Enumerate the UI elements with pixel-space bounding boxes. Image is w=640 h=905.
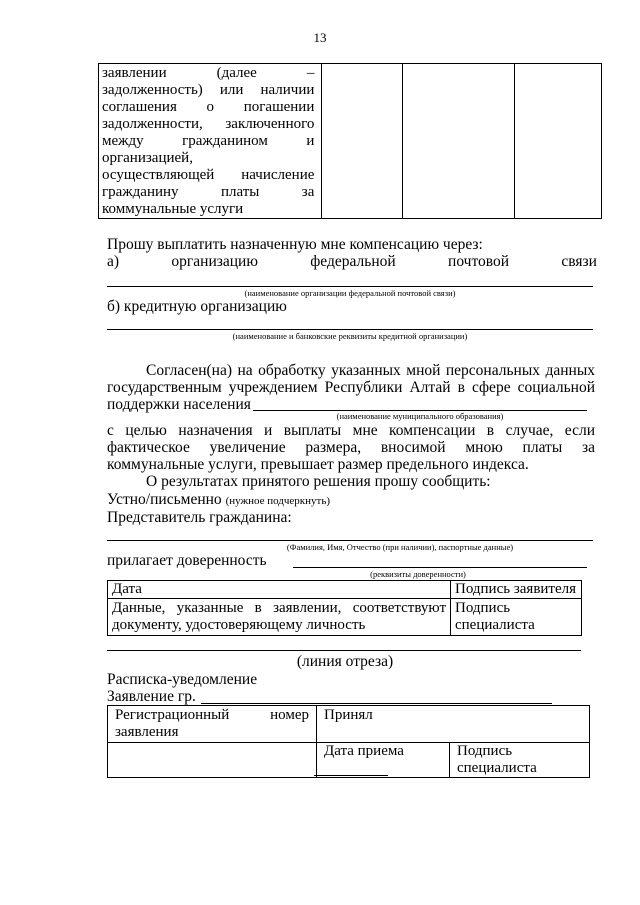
specialist-sign-line-1: Подпись	[455, 600, 511, 616]
top-table	[98, 63, 602, 219]
attaches-caption: (реквизиты доверенности)	[370, 569, 466, 579]
top-table-line	[102, 201, 314, 218]
attaches-line	[293, 567, 587, 568]
accepted-label: Принял	[324, 707, 373, 723]
specialist-signature-cell	[450, 743, 590, 778]
cut-separator	[107, 650, 581, 651]
top-table-word: погашении	[243, 99, 315, 115]
top-table-word: –	[306, 65, 315, 81]
option-a-word: а)	[107, 253, 120, 270]
payment-intro: Прошу выплатить назначенную мне компенсацию через:	[107, 236, 483, 253]
top-table-cell	[515, 64, 602, 219]
data-check-cell	[108, 599, 451, 636]
date-received-label: Дата приема	[324, 743, 404, 759]
top-table-word: между	[102, 133, 144, 149]
top-table-word: задолженности,	[102, 116, 203, 132]
reg-label-3: заявления	[115, 724, 179, 740]
payment-option-a	[107, 253, 597, 271]
top-table-word: гражданином	[182, 133, 268, 149]
reg-label-2: номер	[270, 707, 309, 723]
data-check-line-2: документу, удостоверяющему личность	[112, 617, 366, 633]
result-line: О результатах принятого решения прошу сообщить:	[146, 473, 491, 490]
data-check-line-1: Данные, указанные в заявлении, соответствуют	[112, 600, 446, 616]
top-table-word: организацией,	[102, 150, 193, 166]
accepted-cell	[317, 706, 590, 743]
municipality-caption: (наименование муниципального образования)	[336, 411, 504, 421]
top-table-text	[102, 65, 314, 218]
option-a-word: связи	[561, 253, 597, 270]
receipt-title: Расписка-уведомление	[107, 671, 258, 688]
top-table-word: задолженность)	[102, 82, 203, 98]
credit-org-line	[107, 329, 593, 330]
top-table-word: осуществляющей	[102, 167, 215, 183]
top-table-line	[102, 82, 314, 99]
top-table-word: наличии	[260, 82, 315, 98]
page-number: 13	[313, 30, 327, 45]
oral-written-note: (нужное подчеркнуть)	[225, 495, 331, 507]
top-table-word: коммунальные услуги	[102, 201, 244, 217]
top-table-word: соглашения	[102, 99, 177, 115]
applicant-sign-cell	[451, 581, 582, 599]
representative-label: Представитель гражданина:	[107, 509, 292, 526]
representative-line	[107, 540, 593, 541]
top-table-word: и	[306, 133, 315, 149]
top-table-cell	[403, 64, 515, 219]
oral-written	[107, 491, 330, 511]
top-table-cell	[322, 64, 403, 219]
top-table-word: гражданину	[102, 184, 179, 200]
specialist-signature-label: Подпись специалиста	[457, 743, 537, 776]
attaches-label: прилагает доверенность	[107, 552, 267, 569]
top-table-line	[102, 65, 314, 82]
payment-option-b: б) кредитную организацию	[107, 298, 287, 315]
postal-org-caption: (наименование организации федеральной почтовой связи)	[244, 288, 456, 298]
date-received-cell	[317, 743, 450, 778]
top-table-word: о	[206, 99, 215, 115]
option-a-word: почтовой	[448, 253, 510, 270]
consent-line-5: фактическое увеличение размера, вносимой мною платы за	[107, 439, 595, 456]
date-label: Дата	[112, 581, 142, 597]
consent-line-4: с целью назначения и выплаты мне компенсации в случае, если	[107, 422, 595, 439]
top-table-word: начисление	[241, 167, 315, 183]
statement-line	[201, 703, 552, 704]
consent-line-3: поддержки населения	[107, 396, 251, 413]
reg-number-value-cell	[108, 743, 317, 778]
cut-line-label: (линия отреза)	[296, 653, 394, 670]
top-table-word: заявлении	[102, 65, 167, 81]
reg-number-cell	[108, 706, 317, 743]
applicant-sign-label: Подпись заявителя	[455, 581, 577, 597]
top-table-line	[102, 184, 314, 201]
postal-org-line	[107, 286, 593, 287]
option-a-word: организацию	[171, 253, 258, 270]
top-table-word: заключенного	[225, 116, 315, 132]
top-table-word: за	[301, 184, 315, 200]
statement-label: Заявление гр.	[107, 688, 196, 705]
consent-line-1: Согласен(на) на обработку указанных мной персональных данных	[146, 362, 595, 379]
receipt-table	[107, 705, 590, 778]
representative-caption: (Фамилия, Имя, Отчество (при наличии), паспортные данные)	[286, 542, 514, 552]
specialist-sign-cell	[451, 599, 582, 636]
reg-label-1: Регистрационный	[115, 707, 230, 723]
end-line	[314, 775, 388, 776]
specialist-sign-line-2: специалиста	[455, 617, 535, 633]
oral-written-label: Устно/письменно	[107, 491, 222, 508]
top-table-text-cell	[99, 64, 322, 219]
date-cell	[108, 581, 451, 599]
top-table-line	[102, 167, 314, 184]
consent-line-2: государственным учреждением Республики Алтай в сфере социальной	[107, 379, 595, 396]
option-a-word: федеральной	[310, 253, 396, 270]
top-table-word: (далее	[216, 65, 257, 81]
top-table-line	[102, 150, 314, 167]
top-table-word: платы	[220, 184, 260, 200]
consent-line-6: коммунальные услуги, превышает размер предельного индекса.	[107, 456, 529, 473]
credit-org-caption: (наименование и банковские реквизиты кредитной организации)	[232, 331, 468, 341]
top-table-line	[102, 116, 314, 133]
signature-table	[107, 580, 582, 636]
top-table-word: или	[219, 82, 244, 98]
top-table-line	[102, 99, 314, 116]
top-table-line	[102, 133, 314, 150]
